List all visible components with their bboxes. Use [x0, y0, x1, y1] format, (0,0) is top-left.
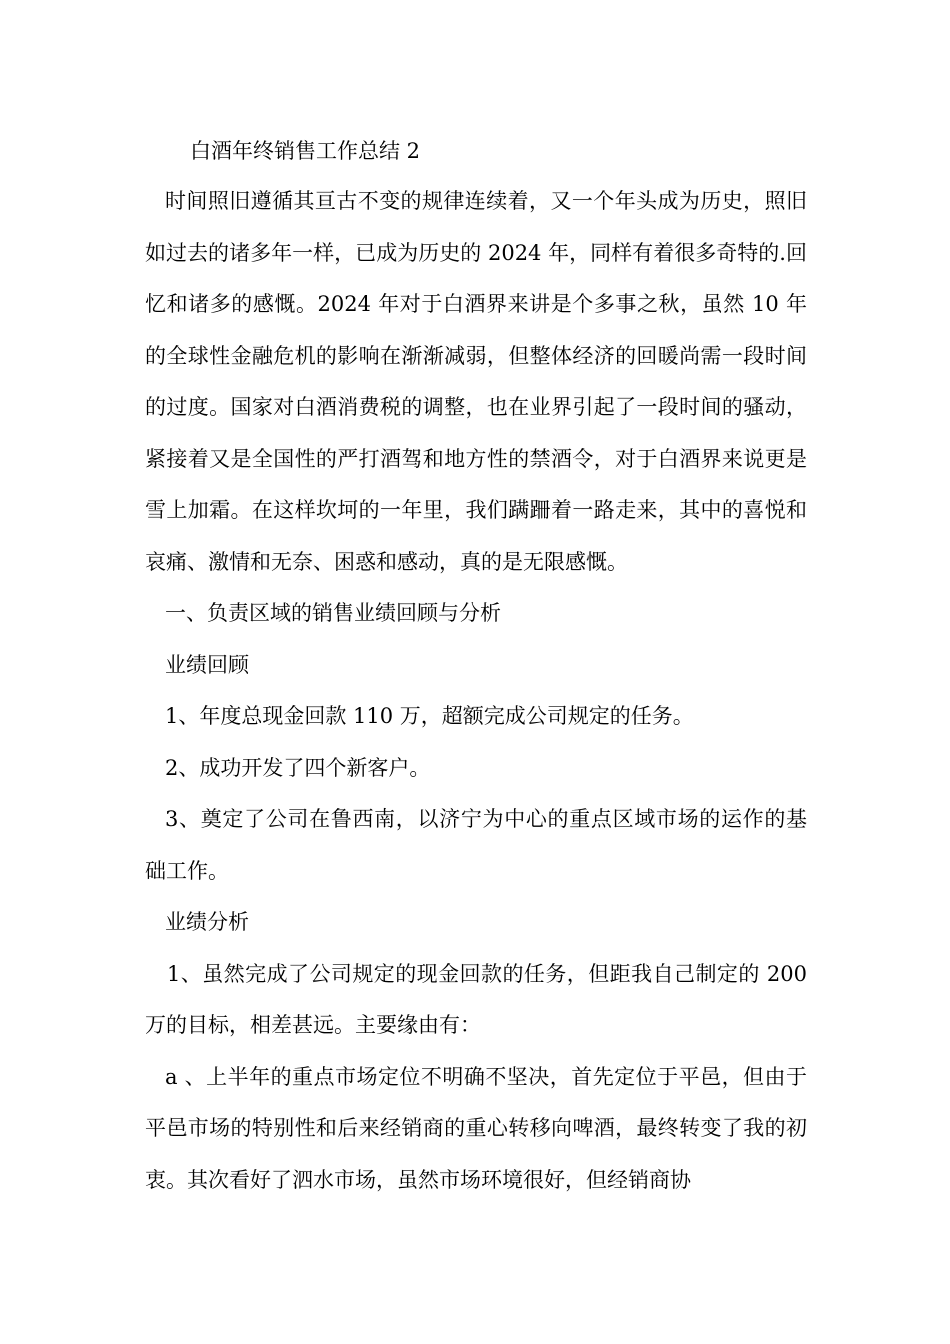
subheading-performance-review: 业绩回顾	[165, 652, 249, 677]
document-title: 白酒年终销售工作总结 2	[190, 139, 421, 163]
section-heading: 一、负责区域的销售业绩回顾与分析	[165, 601, 501, 625]
list-item: 1、虽然完成了公司规定的现金回款的任务，但距我自己制定的 200 万的目标，相差甚远。主要缘由有：	[145, 961, 807, 1037]
list-item: 3、奠定了公司在鲁西南，以济宁为中心的重点区域市场的运作的基础工作。	[145, 807, 807, 883]
list-item: 1、年度总现金回款 110 万，超额完成公司规定的任务。	[165, 704, 694, 728]
intro-paragraph: 时间照旧遵循其亘古不变的规律连续着，又一个年头成为历史，照旧如过去的诸多年一样，已成为历史的 2024 年，同样有着很多奇特的.回忆和诸多的感慨。2024 年对于白酒界来讲是个多事之秋，虽然 10 年的全球性金融危机的影响在渐渐减弱，但整体经济的回暖尚需一段时间的过度。国家对白酒消费税的调整，也在业界引起了一段时间的骚动，紧接着又是全国性的严打酒驾和地方性的禁酒令，对于白酒界来说更是雪上加霜。在这样坎坷的一年里，我们蹒跚着一路走来，其中的喜悦和哀痛、激情和无奈、困惑和感动，真的是无限感慨。	[145, 189, 807, 574]
list-item: 2、成功开发了四个新客户。	[165, 755, 431, 780]
list-item: a 、上半年的重点市场定位不明确不坚决，首先定位于平邑，但由于平邑市场的特别性和后来经销商的重心转移向啤酒，最终转变了我的初衷。其次看好了泗水市场，虽然市场环境很好，但经销商协	[145, 1064, 807, 1192]
subheading-performance-analysis: 业绩分析	[165, 910, 249, 934]
document-body	[145, 176, 807, 1206]
